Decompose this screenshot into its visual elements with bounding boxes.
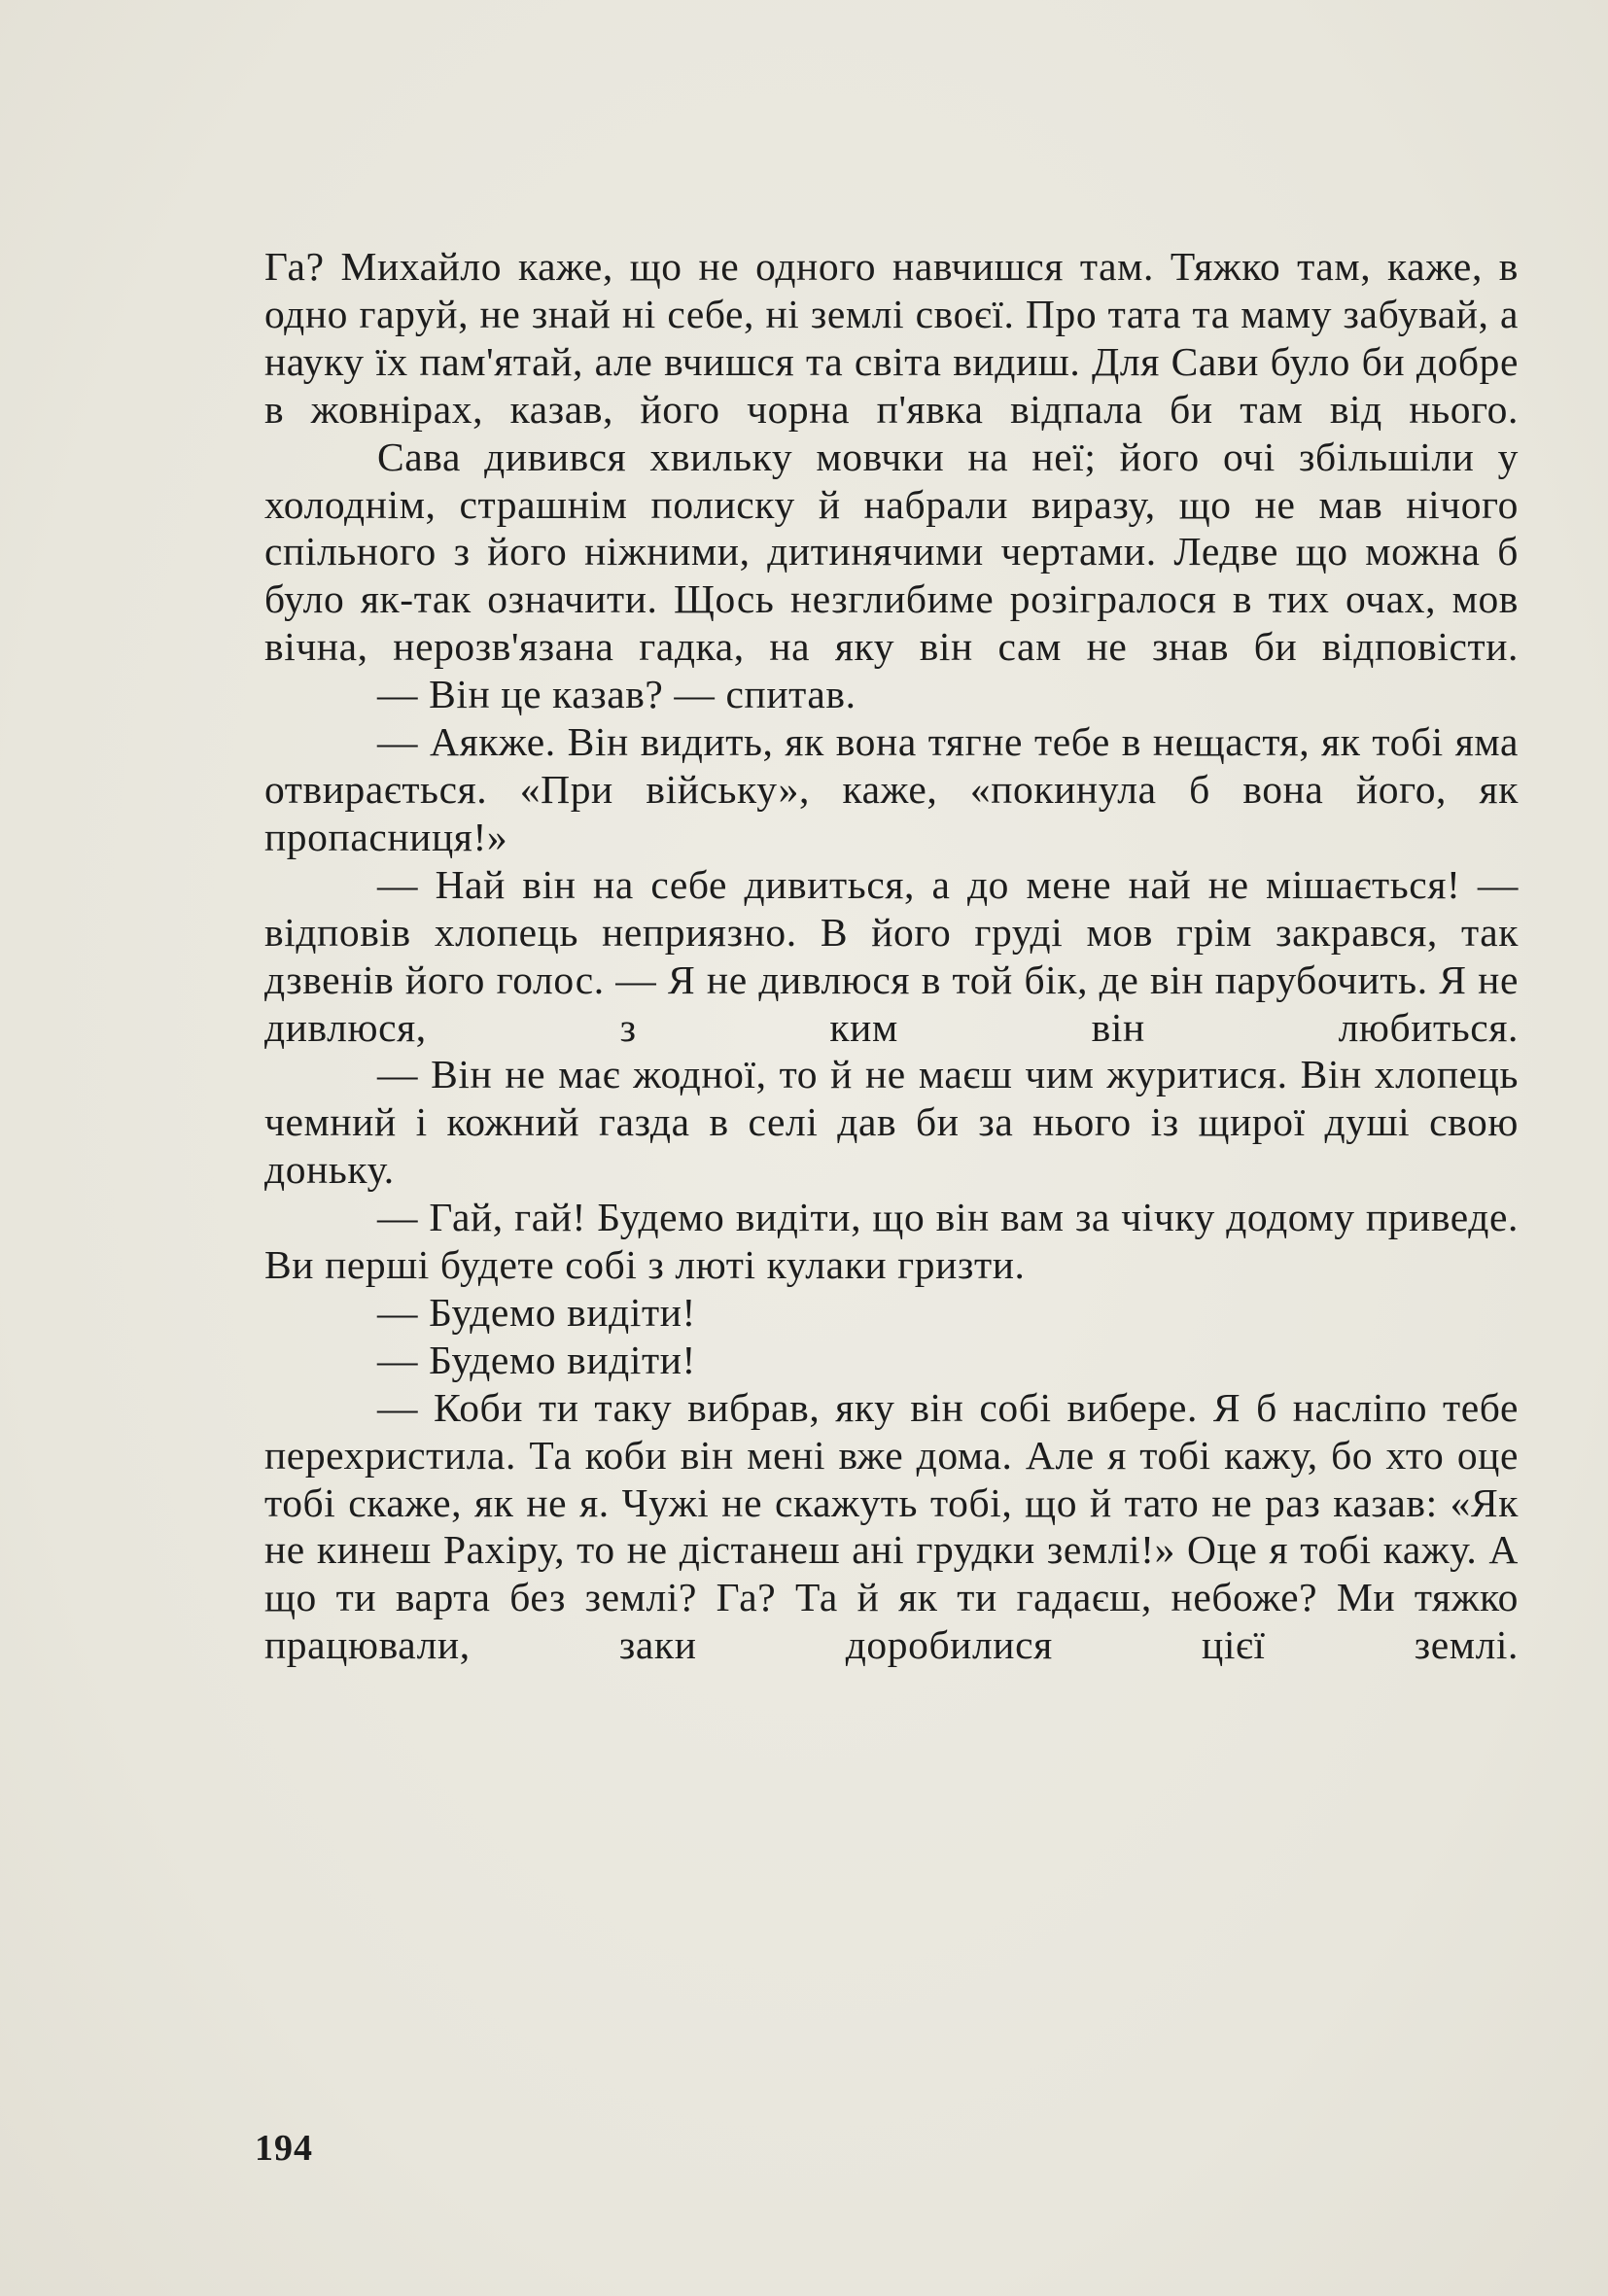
body-text (264, 243, 1519, 1669)
page-number: 194 (255, 2128, 313, 2169)
paragraph-2: Сава дивився хвильку мовчки на неї; його очі збільшіли у холоднім, страшнім полиску й набрали виразу, що не мав нічого спільного з його ніжними, дитинячими чертами. Ледве що можна б було як-так означити. Щось незглибиме розігралося в тих очах, мов вічна, нерозв'язана гадка, на яку він сам не знав би відповісти. (264, 434, 1519, 670)
paragraph-4: — Аякже. Він видить, як вона тягне тебе в нещастя, як тобі яма отвирається. «При війську», каже, «покинула б вона його, як пропасниця!» (264, 719, 1519, 859)
paragraph-3: — Він це казав? — спитав. (377, 672, 856, 717)
paragraph-10: — Коби ти таку вибрав, яку він собі вибере. Я б наслiпо тебе перехристила. Та коби він мені вже дома. Але я тобі кажу, бо хто оце тобі скаже, як не я. Чужі не скажуть тобі, що й тато не раз казав: «Як не кинеш Рахіру, то не дістанеш ані грудки землі!» Оце я тобі кажу. А що ти варта без землі? Га? Та й як ти гадаєш, небоже? Ми тяжко працювали, заки доробилися цієї землі. (264, 1384, 1519, 1668)
paragraph-5: — Най він на себе дивиться, а до мене най не мішається! — відповів хлопець неприязно. В його груді мов грім закрався, так дзвенів його голос. — Я не дивлюся в той бік, де він парубочить. Я не дивлюся, з ким він любиться. (264, 861, 1519, 1050)
paragraph-9: — Будемо видіти! (377, 1337, 696, 1382)
paragraph-6: — Він не має жодної, то й не маєш чим журитися. Він хлопець чемний і кожний газда в селі дав би за нього із щирої душі свою доньку. (264, 1052, 1519, 1193)
paragraph-7: — Гай, гай! Будемо видіти, що він вам за чічку додому приведе. Ви перші будете собі з люті кулаки гризти. (264, 1195, 1519, 1288)
paragraph-8: — Будемо видіти! (377, 1289, 696, 1335)
paragraph-1: Га? Михайло каже, що не одного навчишся там. Тяжко там, каже, в одно гаруй, не знай ні себе, ні землі своєї. Про тата та маму забувай, а науку їх пам'ятай, але вчишся та світа видиш. Для Сави було би добре в жовнірах, казав, його чорна п'явка відпала би там від нього. (264, 244, 1519, 432)
